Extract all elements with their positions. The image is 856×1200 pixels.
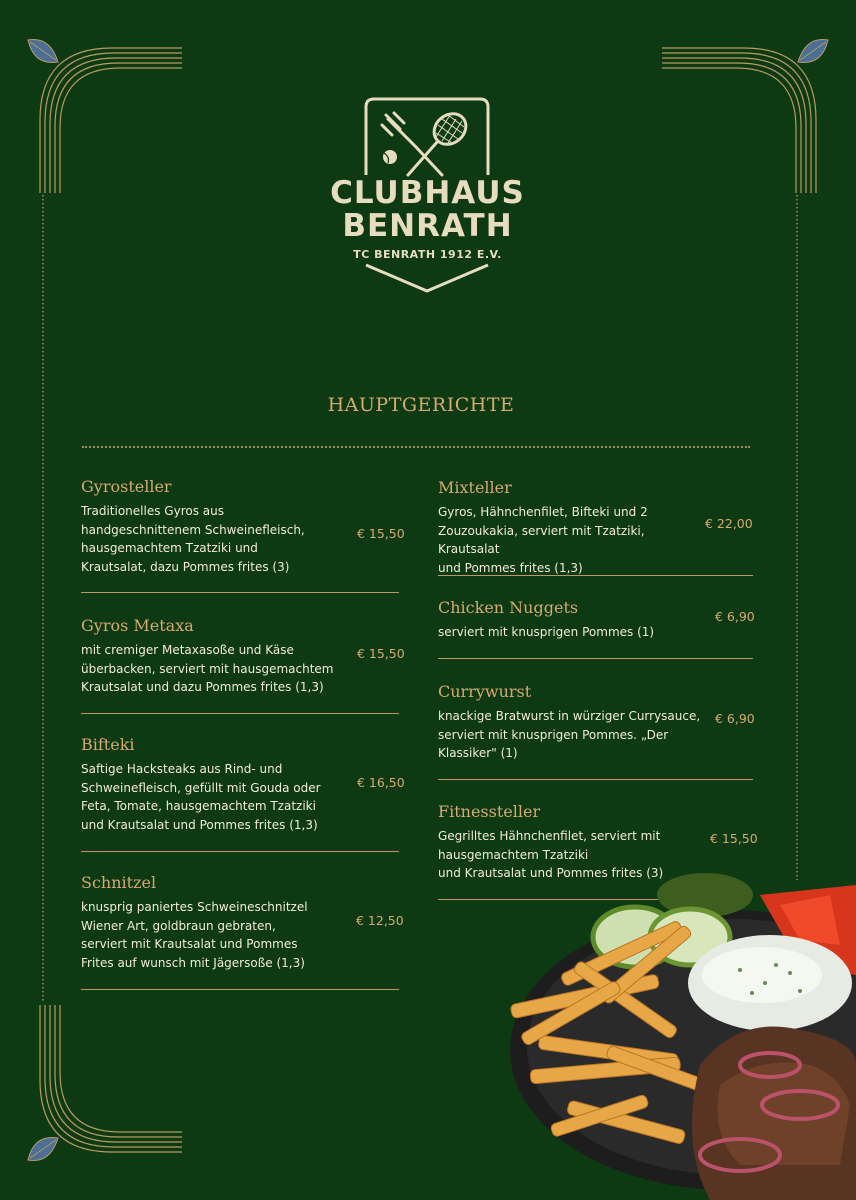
menu-item-name: Fitnessteller bbox=[438, 802, 541, 821]
menu-item-name: Mixteller bbox=[438, 478, 512, 497]
menu-item-description: Gyros, Hähnchenfilet, Bifteki und 2 Zouzoukakia, serviert mit Tzatziki, Krautsalat und Pommes frites (1,3) bbox=[438, 505, 648, 575]
menu-item-name: Gyros Metaxa bbox=[81, 616, 194, 635]
menu-item-price: € 15,50 bbox=[357, 646, 405, 661]
menu-item bbox=[438, 478, 708, 577]
item-separator bbox=[81, 989, 399, 990]
logo-subtitle: TC BENRATH 1912 E.V. bbox=[353, 248, 502, 261]
menu-item-price: € 16,50 bbox=[357, 775, 405, 790]
item-separator bbox=[81, 592, 399, 593]
menu-item bbox=[438, 682, 708, 763]
menu-item-description: Saftige Hacksteaks aus Rind- und Schweinefleisch, gefüllt mit Gouda oder Feta, Tomate, hausgemachtem Tzatziki und Krautsalat und Pommes frites (1,3) bbox=[81, 762, 321, 832]
dotted-divider bbox=[82, 446, 750, 448]
menu-item bbox=[81, 873, 401, 972]
menu-item-name: Chicken Nuggets bbox=[438, 598, 579, 617]
menu-item-price: € 15,50 bbox=[710, 831, 758, 846]
section-title: HAUPTGERICHTE bbox=[327, 394, 515, 416]
menu-item-description: serviert mit knusprigen Pommes (1) bbox=[438, 625, 655, 639]
item-separator bbox=[438, 575, 753, 576]
menu-item bbox=[438, 598, 708, 642]
menu-item-price: € 6,90 bbox=[715, 609, 755, 624]
menu-item-name: Gyrosteller bbox=[81, 477, 172, 496]
item-separator bbox=[438, 658, 753, 659]
logo-title-line1: CLUBHAUS bbox=[330, 175, 525, 211]
menu-item-name: Schnitzel bbox=[81, 873, 157, 892]
item-separator bbox=[81, 713, 399, 714]
menu-item-description: knackige Bratwurst in würziger Currysauce, serviert mit knusprigen Pommes. „Der Klassiker" (1) bbox=[438, 709, 701, 760]
menu-item-description: knusprig paniertes Schweineschnitzel Wiener Art, goldbraun gebraten, serviert mit Krautsalat und Pommes Frites auf wunsch mit Jägersoße (1,3) bbox=[81, 900, 308, 970]
logo-title-line2: BENRATH bbox=[342, 208, 513, 244]
menu-item bbox=[81, 616, 401, 697]
menu-item-description: Gegrilltes Hähnchenfilet, serviert mit hausgemachtem Tzatziki und Krautsalat und Pommes frites (3) bbox=[438, 829, 664, 880]
menu-item bbox=[81, 477, 401, 576]
menu-item-name: Currywurst bbox=[438, 682, 532, 701]
club-logo bbox=[330, 95, 525, 295]
menu-item-price: € 6,90 bbox=[715, 711, 755, 726]
menu-item-name: Bifteki bbox=[81, 735, 135, 754]
item-separator bbox=[438, 779, 753, 780]
menu-item-price: € 12,50 bbox=[356, 913, 404, 928]
item-separator bbox=[81, 851, 399, 852]
menu-item-price: € 22,00 bbox=[705, 516, 753, 531]
menu-item bbox=[81, 735, 401, 834]
menu-item-description: mit cremiger Metaxasoße und Käse überbacken, serviert mit hausgemachtem Krautsalat und dazu Pommes frites (1,3) bbox=[81, 643, 334, 694]
menu-item-description: Traditionelles Gyros aus handgeschnittenem Schweinefleisch, hausgemachtem Tzatziki und Krautsalat, dazu Pommes frites (3) bbox=[81, 504, 305, 574]
gyros-plate-image bbox=[500, 865, 856, 1200]
menu-item-price: € 15,50 bbox=[357, 526, 405, 541]
